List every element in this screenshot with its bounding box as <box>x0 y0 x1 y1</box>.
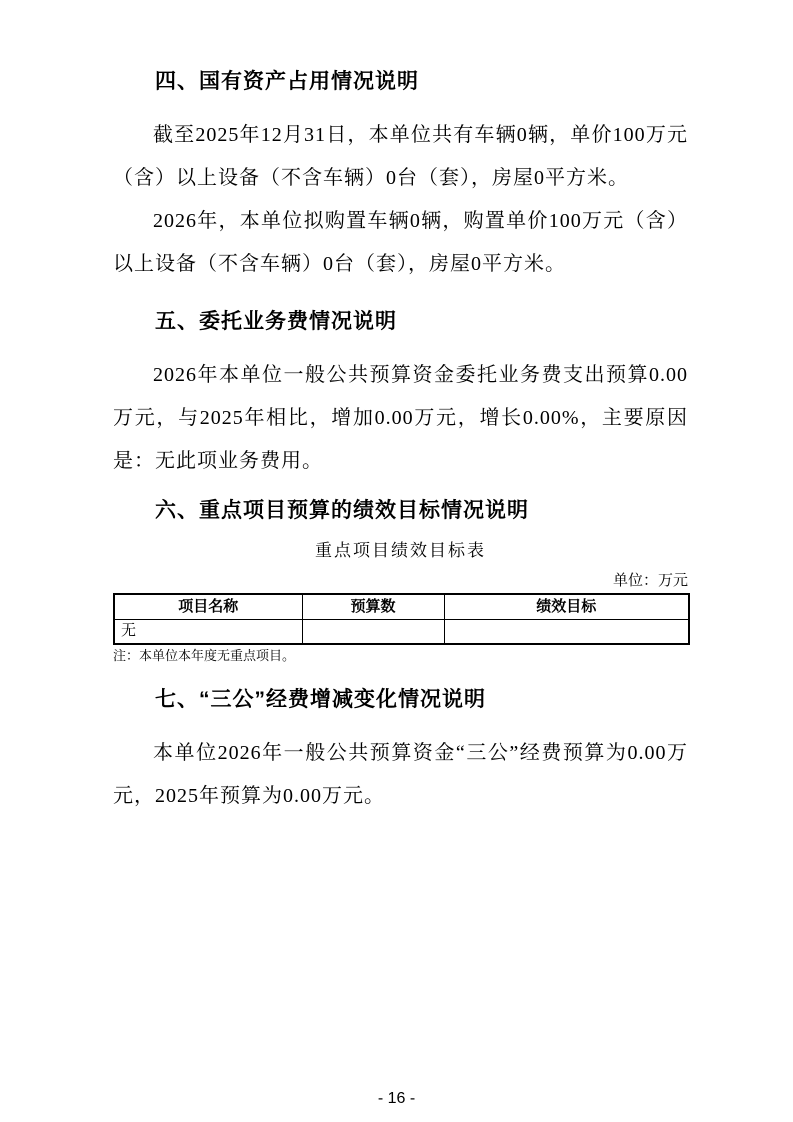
table-header-row <box>114 594 689 619</box>
paragraph-three-public-expenses: 本单位2026年一般公共预算资金“三公”经费预算为0.00万元，2025年预算为0.00万元。 <box>113 742 688 807</box>
table-cell-performance-target <box>444 619 689 644</box>
table-unit-label: 单位：万元 <box>612 573 688 589</box>
table-header-project-name: 项目名称 <box>114 594 302 619</box>
table-row <box>114 619 689 644</box>
paragraph-state-assets-planned: 2026年，本单位拟购置车辆0辆，购置单价100万元（含）以上设备（不含车辆）0台（套），房屋0平方米。 <box>113 210 688 275</box>
paragraph-entrusted-business-fee: 2026年本单位一般公共预算资金委托业务费支出预算0.00万元，与2025年相比，增加0.00万元，增长0.00%，主要原因是：无此项业务费用。 <box>113 364 688 472</box>
table-cell-budget-amount <box>302 619 444 644</box>
section-heading-state-assets: 四、国有资产占用情况说明 <box>155 70 419 93</box>
table-footnote: 注：本单位本年度无重点项目。 <box>113 648 296 663</box>
performance-target-table <box>113 593 690 645</box>
section-heading-three-public-expenses: 七、“三公”经费增减变化情况说明 <box>155 688 486 711</box>
performance-table-title: 重点项目绩效目标表 <box>315 541 486 560</box>
table-header-performance-target: 绩效目标 <box>444 594 689 619</box>
table-header-budget-amount: 预算数 <box>302 594 444 619</box>
section-heading-key-project-performance: 六、重点项目预算的绩效目标情况说明 <box>155 499 529 522</box>
document-content <box>113 0 688 818</box>
section-heading-entrusted-business-fee: 五、委托业务费情况说明 <box>155 310 397 333</box>
page-number: - 16 - <box>377 1090 416 1107</box>
table-cell-project-name: 无 <box>114 619 302 644</box>
paragraph-state-assets-current: 截至2025年12月31日，本单位共有车辆0辆，单价100万元（含）以上设备（不含车辆）0台（套），房屋0平方米。 <box>113 124 688 189</box>
